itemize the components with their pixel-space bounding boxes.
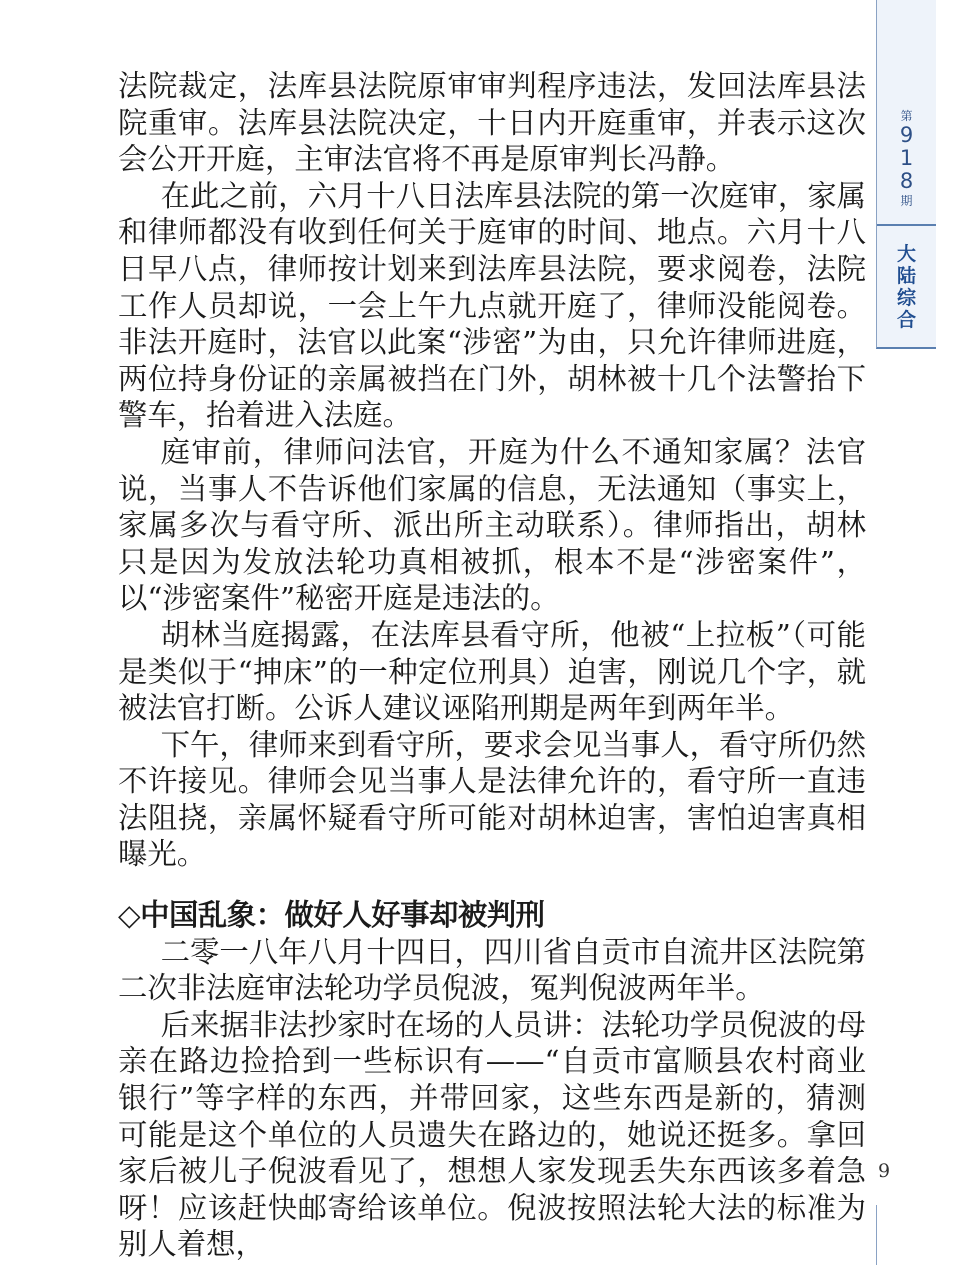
section-heading: ◇中国乱象：做好人好事却被判刑 [118, 898, 545, 933]
article-paragraph: 下午，律师来到看守所，要求会见当事人，看守所仍然不许接见。律师会见当事人是法律允许的，看守所一直违法阻挠，亲属怀疑看守所可能对胡林迫害，害怕迫害真相曝光。 [118, 727, 866, 872]
section-label-char: 合 [896, 309, 916, 331]
article-paragraph: 庭审前，律师问法官，开庭为什么不通知家属？法官说，当事人不告诉他们家属的信息，无法通知（事实上，家属多次与看守所、派出所主动联系）。律师指出，胡林只是因为发放法轮功真相被抓，根本不是“涉密案件”，以“涉密案件”秘密开庭是违法的。 [118, 434, 866, 616]
issue-digit: 8 [899, 169, 914, 193]
issue-digit: 1 [899, 146, 914, 170]
issue-digit: 9 [899, 123, 914, 147]
issue-number [877, 108, 936, 209]
article-paragraph: 二零一八年八月十四日，四川省自贡市自流井区法院第二次非法庭审法轮功学员倪波，冤判倪波两年半。 [118, 934, 866, 1006]
section-label [877, 243, 936, 331]
article-paragraph: 在此之前，六月十八日法库县法院的第一次庭审，家属和律师都没有收到任何关于庭审的时间、地点。六月十八日早八点，律师按计划来到法库县法院，要求阅卷，法院工作人员却说，一会上午九点就开庭了，律师没能阅卷。非法开庭时，法官以此案“涉密”为由，只允许律师进庭，两位持身份证的亲属被挡在门外，胡林被十几个法警抬下警车，抬着进入法庭。 [118, 178, 866, 433]
article-body [118, 68, 866, 1263]
page-number: 9 [878, 1160, 891, 1182]
issue-prefix: 第 [900, 109, 913, 123]
section-label-char: 综 [896, 287, 916, 309]
sidebar-divider [877, 224, 936, 226]
issue-sidebar [876, 0, 936, 349]
section-label-char: 大 [896, 243, 916, 265]
article-paragraph: 后来据非法抄家时在场的人员讲：法轮功学员倪波的母亲在路边捡拾到一些标识有——“自贡市富顺县农村商业银行”等字样的东西，并带回家，这些东西是新的，猜测可能是这个单位的人员遗失在路边的，她说还挺多。拿回家后被儿子倪波看见了，想想人家发现丢失东西该多着急呀！应该赶快邮寄给该单位。倪波按照法轮大法的标准为别人着想， [118, 1007, 866, 1262]
issue-suffix: 期 [900, 194, 913, 208]
section-label-char: 陆 [896, 265, 916, 287]
article-paragraph: 胡林当庭揭露，在法库县看守所，他被“上拉板”（可能是类似于“抻床”的一种定位刑具）迫害，刚说几个字，就被法官打断。公诉人建议诬陷刑期是两年到两年半。 [118, 617, 866, 726]
margin-rule [876, 1205, 877, 1265]
article-paragraph: 法院裁定，法库县法院原审审判程序违法，发回法库县法院重审。法库县法院决定，十日内开庭重审，并表示这次会公开开庭，主审法官将不再是原审判长冯静。 [118, 69, 866, 177]
